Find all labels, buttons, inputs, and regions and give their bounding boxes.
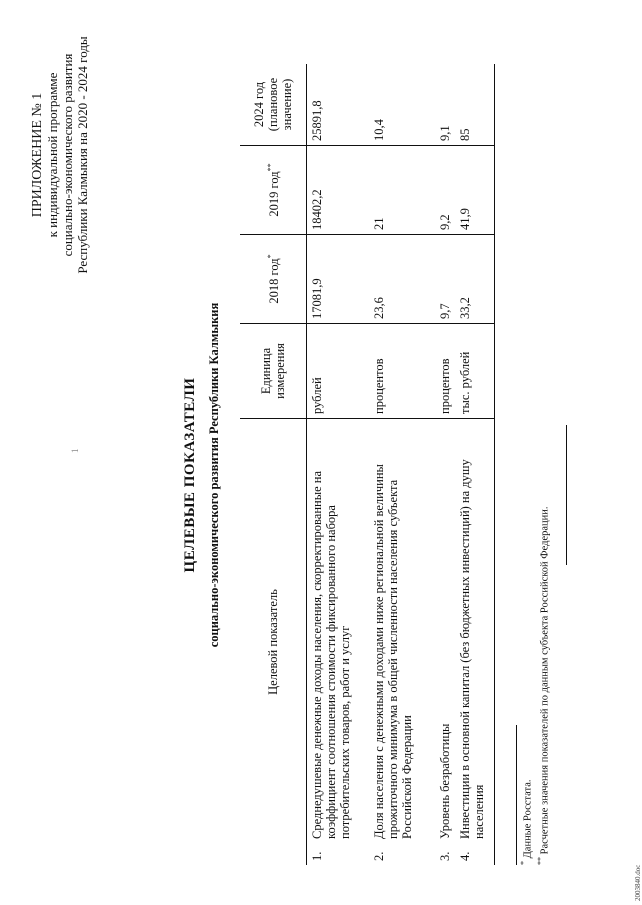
document-id: 2003840.doc <box>634 864 642 901</box>
document-title: ЦЕЛЕВЫЕ ПОКАЗАТЕЛИ <box>182 377 198 573</box>
cell-2018: 9,7 <box>435 235 455 324</box>
footnotes <box>518 506 551 865</box>
cell-2019: 9,2 <box>435 146 455 235</box>
cell-2018: 23,6 <box>369 235 435 324</box>
end-divider <box>566 425 567 565</box>
appendix-line: социально-экономического развития <box>60 53 75 257</box>
header-2019-label: 2019 год <box>267 171 282 217</box>
footnote-text: Данные Росстата. <box>522 779 534 859</box>
cell-indicator <box>435 419 455 866</box>
footnote-divider <box>516 725 517 865</box>
indicator-text: Доля населения с денежными доходами ниже региональной величины прожиточного минимума в общей численности населения субъекта Российской Федерации <box>371 464 414 839</box>
footnote-text: Расчетные значения показателей по данным субъекта Российской Федерации. <box>539 506 550 855</box>
indicator-text: Инвестиции в основной капитал (без бюджетных инвестиций) на душу населения <box>457 459 486 839</box>
table-header-row <box>240 64 307 865</box>
row-number: 3. <box>437 851 452 861</box>
appendix-title: ПРИЛОЖЕНИЕ № 1 <box>30 92 45 218</box>
cell-unit: процентов <box>369 324 435 419</box>
cell-indicator <box>307 419 369 866</box>
cell-2024: 25891,8 <box>307 64 369 146</box>
cell-2018: 17081,9 <box>307 235 369 324</box>
cell-indicator <box>455 419 495 866</box>
row-number: 4. <box>457 851 472 861</box>
cell-2024: 85 <box>455 64 495 146</box>
header-2018-mark: * <box>266 254 276 259</box>
row-number: 2. <box>371 851 386 861</box>
footnote-mark: ** <box>535 857 545 865</box>
indicator-text: Уровень безработицы <box>437 723 452 839</box>
header-2018-label: 2018 год <box>267 258 282 304</box>
footnote-item <box>518 506 535 865</box>
row-number: 1. <box>310 851 324 861</box>
heading-block <box>182 195 222 755</box>
cell-unit: процентов <box>435 324 455 419</box>
table-row <box>307 64 369 865</box>
cell-2018: 33,2 <box>455 235 495 324</box>
cell-2019: 41,9 <box>455 146 495 235</box>
cell-unit: тыс. рублей <box>455 324 495 419</box>
page-number: 1 <box>70 448 80 453</box>
cell-2019: 18402,2 <box>307 146 369 235</box>
header-indicator: Целевой показатель <box>240 419 307 866</box>
indicator-text: Среднедушевые денежные доходы населения, скорректированные на коэффициент соотношения стоимости фиксированного набора потребительских товаров, работ и услуг <box>310 470 352 839</box>
footnote-item <box>535 506 552 865</box>
header-2024: 2024 год (плановое значение) <box>240 64 307 146</box>
footnote-mark: * <box>519 861 528 865</box>
document-subtitle: социально-экономического развития Республики Калмыкия <box>207 302 221 648</box>
cell-indicator <box>369 419 435 866</box>
table-row <box>369 64 435 865</box>
appendix-line: к индивидуальной программе <box>45 72 60 238</box>
header-unit: Единица измерения <box>240 324 307 419</box>
table-row <box>435 64 455 865</box>
cell-unit: рублей <box>307 324 369 419</box>
header-2019-mark: ** <box>266 163 276 172</box>
cell-2024: 9,1 <box>435 64 455 146</box>
header-2018 <box>240 235 307 324</box>
table-row <box>455 64 495 865</box>
indicators-table <box>240 64 495 865</box>
header-2019 <box>240 146 307 235</box>
cell-2024: 10,4 <box>369 64 435 146</box>
appendix-line: Республики Калмыкия на 2020 - 2024 годы <box>75 36 90 274</box>
cell-2019: 21 <box>369 146 435 235</box>
appendix-block <box>30 5 90 305</box>
